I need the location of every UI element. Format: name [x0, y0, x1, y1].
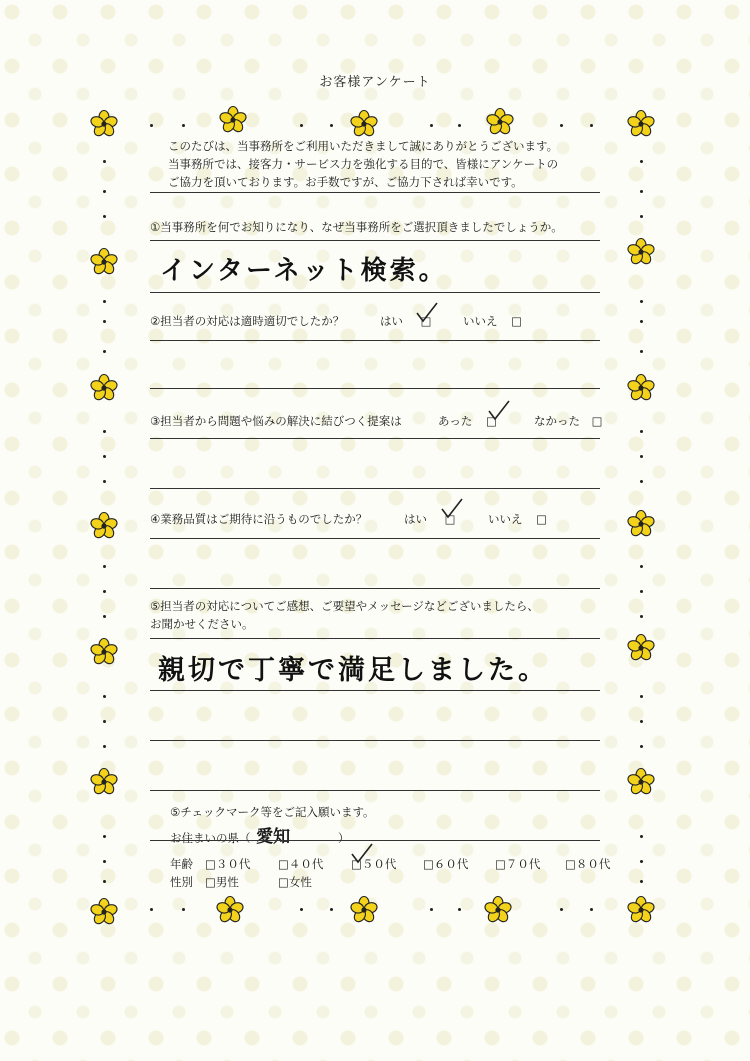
border-dot — [103, 720, 106, 723]
prefecture-close: ） — [337, 831, 350, 845]
flower-icon — [485, 107, 515, 137]
q2-option-no[interactable] — [463, 313, 522, 329]
border-dot — [640, 215, 643, 218]
answer-line — [150, 690, 600, 691]
answer-line — [150, 292, 600, 293]
q2-no-checkbox[interactable]: □ — [511, 314, 523, 328]
q3-option-yes[interactable] — [438, 413, 497, 429]
border-dot — [640, 745, 643, 748]
question-5-line-1: ⑤担当者の対応についてご感想、ご要望やメッセージなどございましたら、 — [150, 599, 539, 613]
border-dot — [330, 908, 333, 911]
border-dot — [103, 430, 106, 433]
flower-icon — [89, 897, 119, 927]
border-dot — [430, 908, 433, 911]
border-dot — [103, 745, 106, 748]
border-dot — [430, 124, 433, 127]
border-dot — [640, 190, 643, 193]
border-dot — [590, 908, 593, 911]
q4-option-yes-label: はい — [404, 512, 427, 526]
border-dot — [103, 455, 106, 458]
flower-icon — [89, 511, 119, 541]
border-dot — [560, 124, 563, 127]
q3-option-no-label: なかった — [534, 414, 580, 428]
q3-yes-checkbox[interactable]: □ — [486, 414, 497, 428]
gender-label: 性別 — [170, 875, 193, 889]
border-dot — [640, 430, 643, 433]
border-dot — [640, 300, 643, 303]
answer-line — [150, 840, 600, 841]
q4-yes-checkbox[interactable]: □ — [444, 512, 456, 526]
age-label: 年齢 — [170, 857, 193, 871]
intro-line: 当事務所では、接客力・サービス力を強化する目的で、皆様にアンケートの — [168, 157, 559, 171]
border-dot — [182, 124, 185, 127]
age-option-40s[interactable]: □４０代 — [278, 857, 324, 871]
answer-line — [150, 790, 600, 791]
border-dot — [458, 908, 461, 911]
age-option-60s[interactable]: □６０代 — [423, 857, 469, 871]
flower-icon — [215, 895, 245, 925]
q2-option-yes[interactable] — [380, 313, 432, 329]
question-4: ④業務品質はご期待に沿うものでしたか？ — [150, 512, 368, 526]
prefecture-handwritten-value: 愛知 — [256, 827, 291, 847]
border-dot — [560, 908, 563, 911]
flower-icon — [89, 373, 119, 403]
flower-icon — [89, 637, 119, 667]
flower-icon — [218, 105, 248, 135]
flower-icon — [626, 895, 656, 925]
question-6-heading: ⑤チェックマーク等をご記入願います。 — [170, 805, 375, 819]
prefecture-field[interactable] — [170, 822, 349, 847]
border-dot — [640, 880, 643, 883]
flower-icon — [626, 767, 656, 797]
border-dot — [103, 300, 106, 303]
border-dot — [640, 590, 643, 593]
question-3: ③担当者から問題や悩みの解決に結びつく提案は — [150, 414, 402, 428]
question-1: ①当事務所を何でお知りになり、なぜ当事務所をご選択頂きましたでしょうか。 — [150, 220, 563, 234]
question-2: ②担当者の対応は適時適切でしたか？ — [150, 314, 345, 328]
border-dot — [640, 320, 643, 323]
flower-icon — [349, 109, 379, 139]
border-dot — [640, 160, 643, 163]
divider-line — [150, 192, 600, 193]
intro-line: このたびは、当事務所をご利用いただきまして誠にありがとうございます。 — [168, 139, 559, 153]
answer-1-handwritten: インターネット検索。 — [160, 256, 448, 286]
border-dot — [103, 835, 106, 838]
border-dot — [640, 480, 643, 483]
q2-yes-checkbox[interactable]: □ — [420, 314, 432, 328]
flower-icon — [483, 895, 513, 925]
age-option-30s[interactable]: □３０代 — [205, 857, 251, 871]
answer-line — [150, 240, 600, 241]
border-dot — [590, 124, 593, 127]
border-dot — [103, 615, 106, 618]
flower-icon — [626, 237, 656, 267]
border-dot — [640, 615, 643, 618]
border-dot — [640, 835, 643, 838]
border-dot — [330, 124, 333, 127]
border-dot — [458, 124, 461, 127]
age-option-80s[interactable]: □８０代 — [565, 857, 611, 871]
border-dot — [300, 124, 303, 127]
answer-line — [150, 638, 600, 639]
intro-text — [168, 137, 588, 191]
flower-icon — [626, 109, 656, 139]
border-dot — [103, 320, 106, 323]
q2-option-yes-label: はい — [380, 314, 403, 328]
answer-line — [150, 438, 600, 439]
q4-no-checkbox[interactable]: □ — [536, 512, 548, 526]
border-dot — [103, 350, 106, 353]
border-dot — [640, 695, 643, 698]
q4-option-yes[interactable] — [404, 511, 456, 527]
border-dot — [103, 160, 106, 163]
survey-title: お客様アンケート — [319, 75, 431, 90]
age-option-50s[interactable]: □５０代 — [351, 857, 397, 871]
border-dot — [103, 215, 106, 218]
answer-line — [150, 340, 600, 341]
border-dot — [103, 590, 106, 593]
flower-icon — [626, 509, 656, 539]
flower-icon — [89, 767, 119, 797]
border-dot — [103, 565, 106, 568]
question-5-line-2: お聞かせください。 — [150, 617, 254, 631]
border-dot — [182, 908, 185, 911]
border-dot — [103, 480, 106, 483]
q3-no-checkbox[interactable]: □ — [591, 414, 603, 428]
flower-icon — [349, 895, 379, 925]
q3-option-no[interactable] — [534, 413, 603, 429]
answer-line — [150, 388, 600, 389]
answer-line — [150, 488, 600, 489]
border-dot — [300, 908, 303, 911]
gender-option-female[interactable]: □女性 — [278, 875, 312, 889]
q3-option-yes-label: あった — [438, 414, 473, 428]
border-dot — [103, 860, 106, 863]
q2-option-no-label: いいえ — [463, 314, 498, 328]
border-dot — [640, 860, 643, 863]
flower-icon — [89, 109, 119, 139]
intro-line: ご協力を頂いております。お手数ですが、ご協力下されば幸いです。 — [168, 175, 523, 189]
age-option-70s[interactable]: □７０代 — [495, 857, 541, 871]
prefecture-label: お住まいの県（ — [170, 831, 251, 845]
border-dot — [150, 124, 153, 127]
border-dot — [103, 880, 106, 883]
border-dot — [103, 695, 106, 698]
border-dot — [640, 455, 643, 458]
answer-5-handwritten: 親切で丁寧で満足しました。 — [158, 655, 548, 686]
answer-line — [150, 538, 600, 539]
flower-icon — [626, 633, 656, 663]
gender-option-male[interactable]: □男性 — [205, 875, 239, 889]
border-dot — [640, 720, 643, 723]
border-dot — [640, 350, 643, 353]
border-dot — [103, 190, 106, 193]
answer-line — [150, 740, 600, 741]
flower-icon — [626, 373, 656, 403]
answer-line — [150, 588, 600, 589]
border-dot — [640, 565, 643, 568]
q4-option-no-label: いいえ — [488, 512, 523, 526]
q4-option-no[interactable] — [488, 511, 547, 527]
border-dot — [150, 908, 153, 911]
flower-icon — [89, 247, 119, 277]
